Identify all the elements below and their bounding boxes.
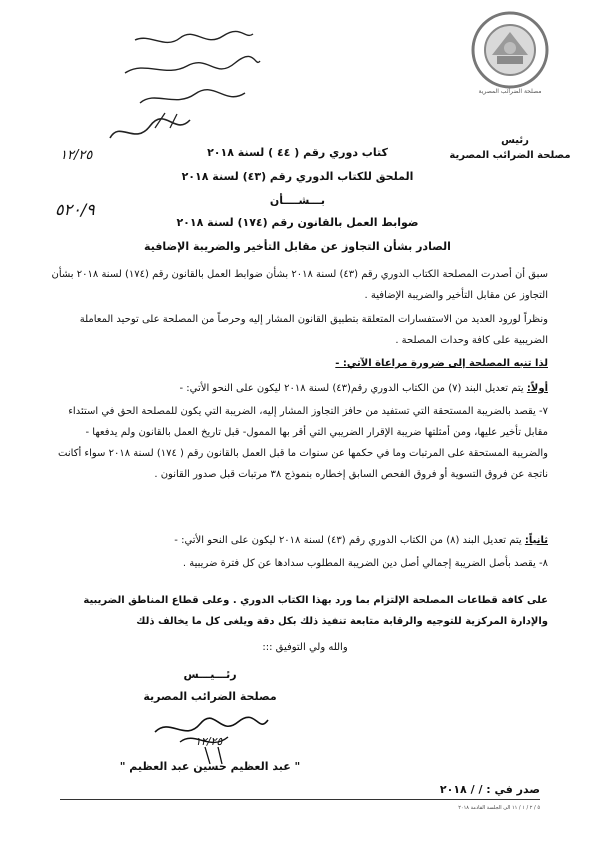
subject-line-2: الصادر بشأن التجاوز عن مقابل التأخير والضريبة الإضافية [144,240,451,253]
first-amendment [48,378,548,399]
authority-seal-logo [470,10,550,90]
paragraph-reason: ونظراً لورود العديد من الاستفسارات المتعلقة بتطبيق القانون المشار إليه وحرصاً من المصلحة على توحيد المعاملة الضريبية على كافة وحدات المصلحة . [79,314,548,346]
instruction-paragraph: على كافة قطاعات المصلحة الإلتزام بما ورد بهذا الكتاب الدوري . وعلى قطاع المناطق الضريبية والإدارة المركزية للتوجيه والرقابة متابعة تنفيذ ذلك بكل دقة ويلغى كل ما يخالف ذلك [83,595,548,627]
logo-caption-bottom: مصلحة الضرائب المصرية [478,88,542,95]
second-label: ثانياً: [524,535,548,546]
regarding-word: بـــشــــأن [269,194,326,207]
footer-code: ٥ / ٢ / ١ / ١١ الى الجلسة القادمة ٢٠١٨ [458,805,540,811]
chief-title: رئيس [501,135,529,146]
footer-divider [60,799,540,800]
signature-title: رئـــيـــس [183,668,237,681]
closing-line: والله ولي التوفيق ::: [262,642,348,653]
second-text: يتم تعديل البند (٨) من الكتاب الدوري رقم (٤٣) لسنة ٢٠١٨ ليكون على النحو الأتي: - [174,535,525,546]
signature-authority: مصلحة الضرائب المصرية [143,690,277,703]
second-amendment [48,530,548,551]
paragraph-intro: سبق أن أصدرت المصلحة الكتاب الدوري رقم (٤٣) لسنة ٢٠١٨ بشأن ضوابط العمل بالقانون رقم (١٧٤) لسنة ٢٠١٨ بشأن التجاوز عن مقابل التأخير والضريبة الإضافية . [51,269,548,301]
item-8-text: ٨- يقصد بأصل الضريبة إجمالي أصل دين الضريبة المطلوب سدادها عن كل فترة ضريبية . [182,558,548,569]
authority-name: مصلحة الضرائب المصرية [449,150,571,161]
directive-heading: لذا تنبه المصلحة إلى ضرورة مراعاة الآتي: - [335,358,548,369]
annex-line: الملحق للكتاب الدوري رقم (٤٣) لسنة ٢٠١٨ [181,170,414,183]
handwritten-number-mid: ٥٢٠/٩ [55,200,95,219]
signatory-name: " عبد العظيم حسين عبد العظيم " [119,760,301,773]
signature-date: ١٢/٢٥ [195,735,223,748]
subject-line: ضوابط العمل بالقانون رقم (١٧٤) لسنة ٢٠١٨ [176,216,419,229]
first-label: أولاً: [526,383,548,394]
item-7-text: ٧- يقصد بالضريبة المستحقة التي تستفيد من حافز التجاوز المشار إليه، الضريبة التي يكون للمصلحة الحق في استئداء مقابل تأخير عليها، ومن أمثلتها ضريبة الإقرار الضريبي التي أقر بها الممول- قبل تاريخ العمل بالقانون ولم يدفعها - والضريبة المستحقة على المرتبات وما في حكمها عن سنوات ما قبل العمل بالقانون رقم ( ١٧٤) لسنة ٢٠١٨ سواء أكانت ناتجة عن فروق التسوية أو فروق الفحص السابق إخطاره بنموذج ٣٨ مرتبات قبل صدور القانون . [58,406,548,480]
first-text: يتم تعديل البند (٧) من الكتاب الدوري رقم(٤٣) لسنة ٢٠١٨ ليكون على النحو الأتي: - [179,383,527,394]
handwritten-note [95,28,265,148]
circular-number: كتاب دوري رقم ( ٤٤ ) لسنة ٢٠١٨ [207,146,388,159]
handwritten-number-left: ١٢/٢٥ [60,148,93,163]
issued-date: صدر في : / / ٢٠١٨ [439,783,540,796]
